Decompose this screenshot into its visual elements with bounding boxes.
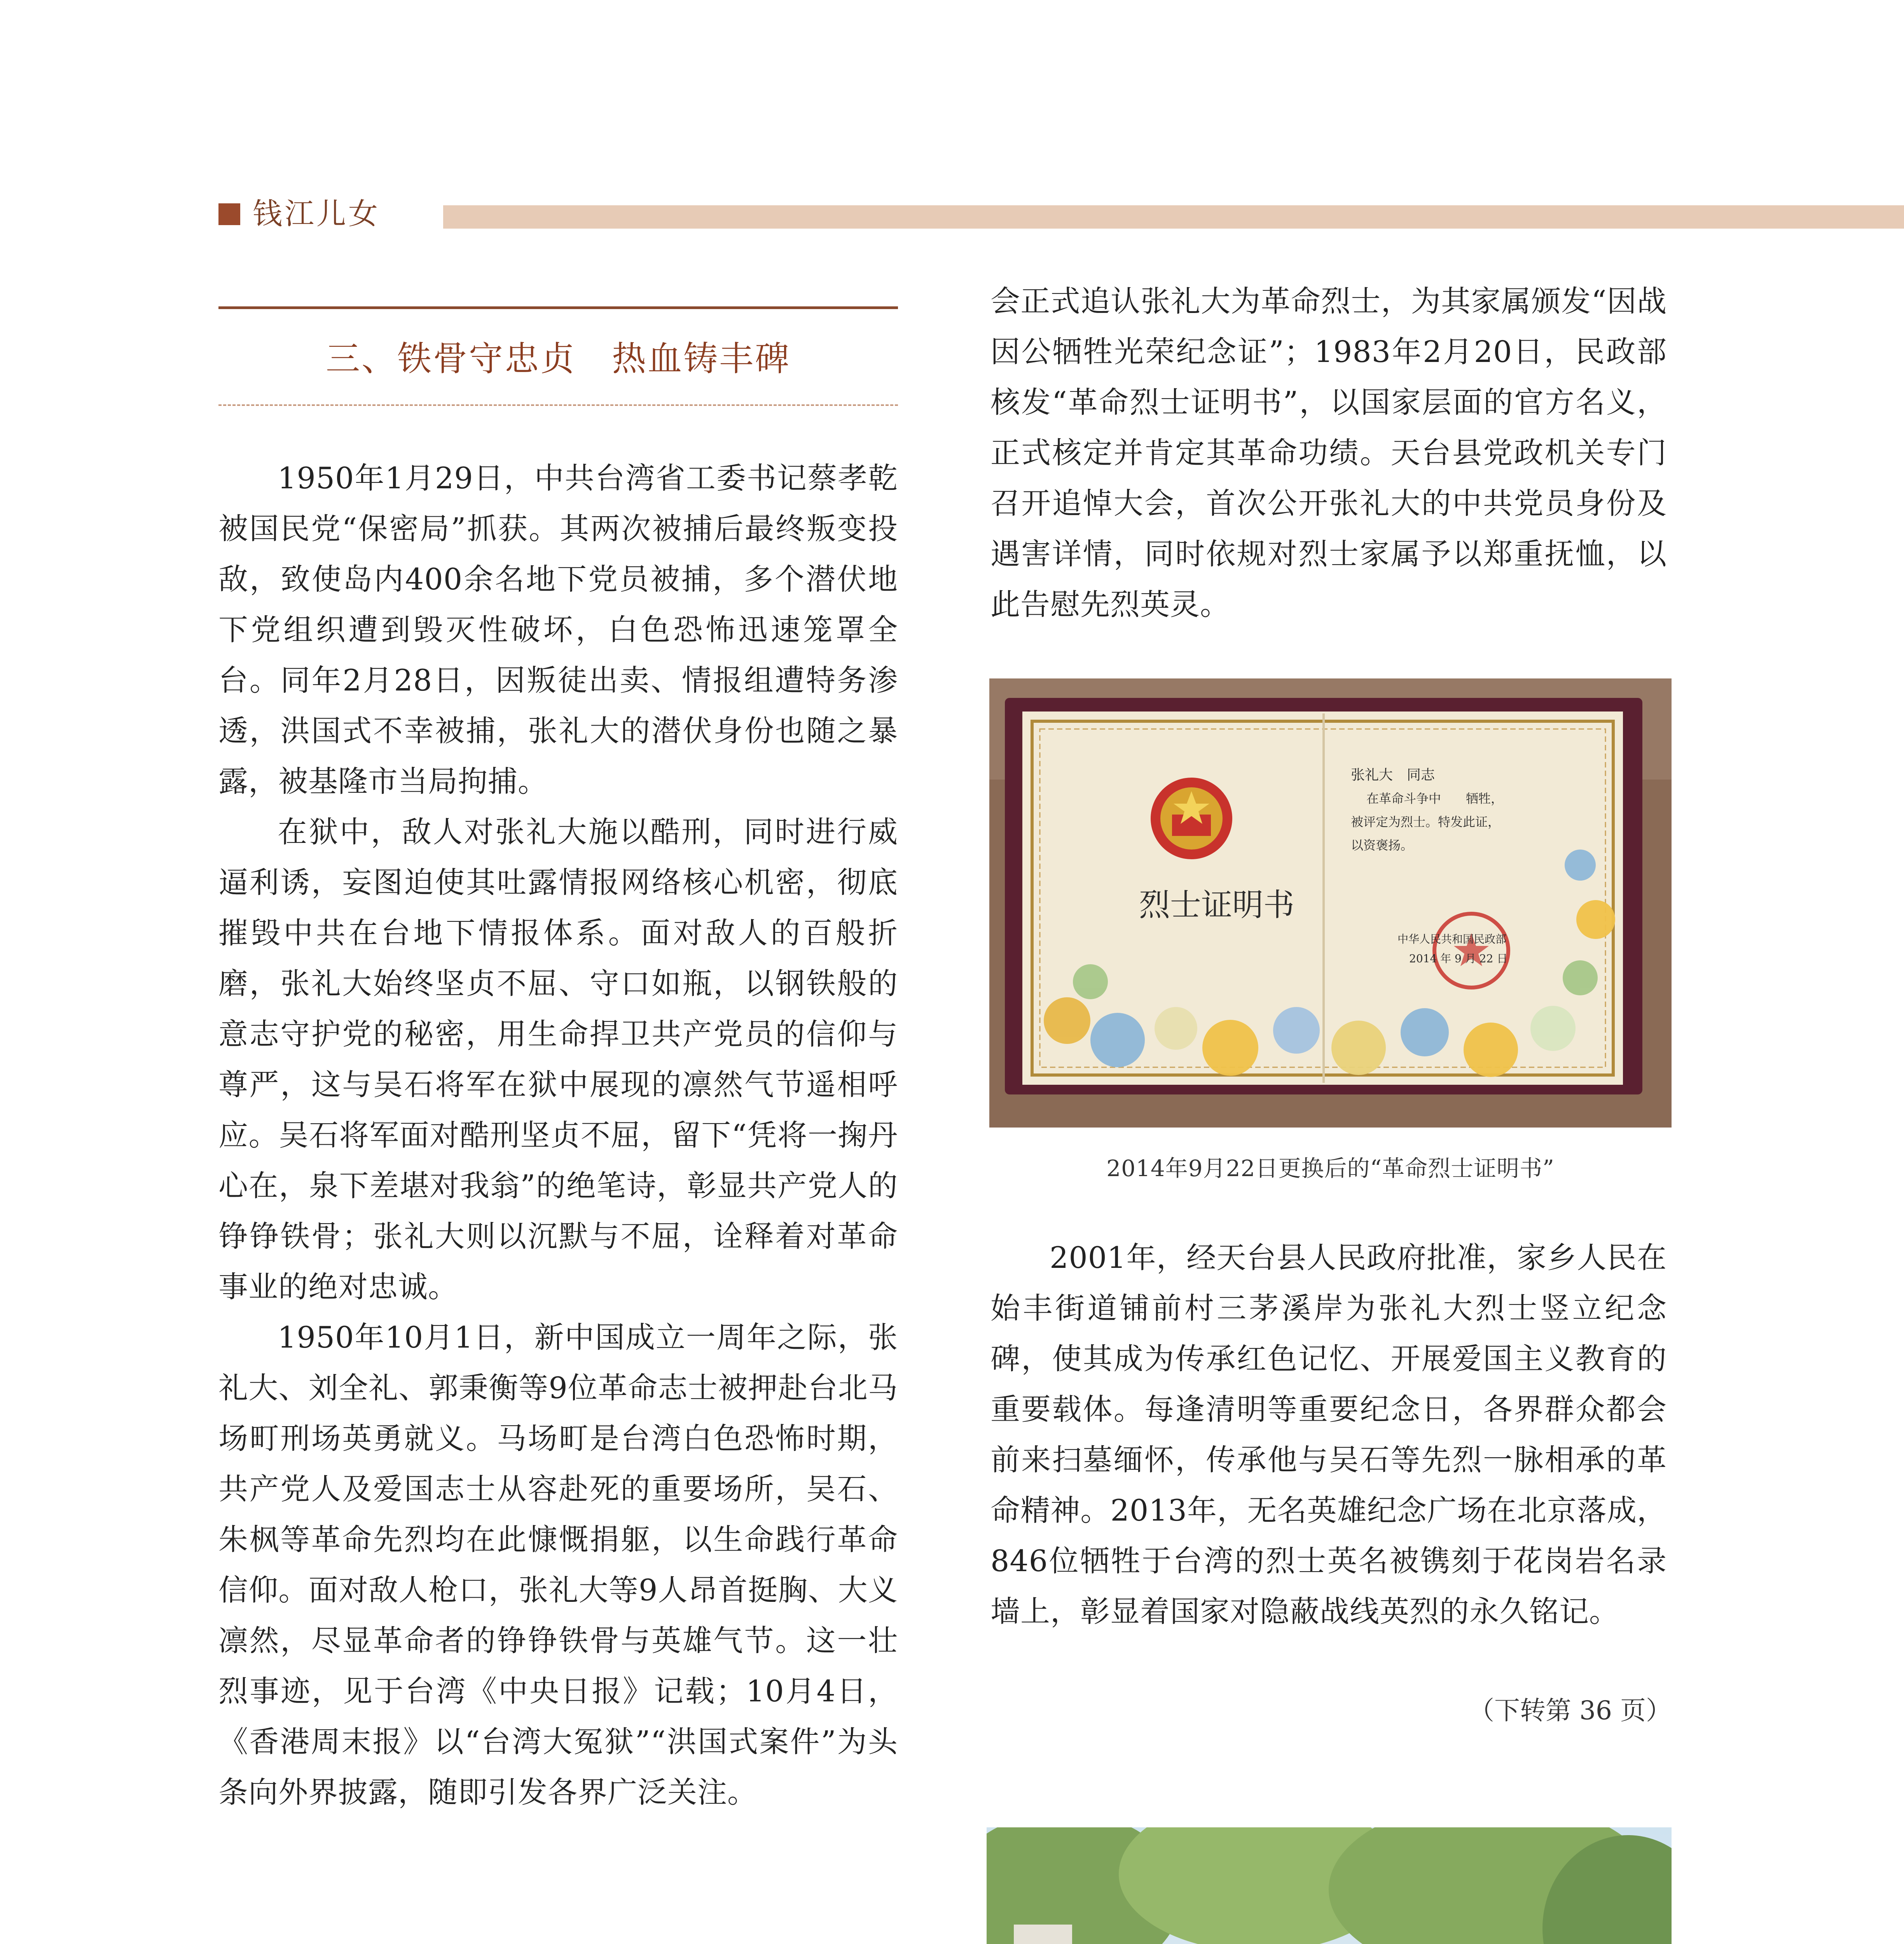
paragraph: 1950年10月1日，新中国成立一周年之际，张礼大、刘全礼、郭秉衡等9位革命志士被押赴台北马场町刑场英勇就义。马场町是台湾白色恐怖时期，共产党人及爱国志士从容赴死的重要场所，吴石、朱枫等革命先烈均在此慷慨捐躯，以生命践行革命信仰。面对敌人枪口，张礼大等9人昂首挺胸、大义凛然，尽显革命者的铮铮铁骨与英雄气节。这一壮烈事迹，见于台湾《中央日报》记载；10月4日，《香港周末报》以“台湾大冤狱”“洪国式案件”为头条向外界披露，随即引发各界广泛关注。 [218, 1320, 898, 1809]
right-column-text-mid [990, 1232, 1667, 1637]
paragraph: 在狱中，敌人对张礼大施以酷刑，同时进行威逼利诱，妄图迫使其吐露情报网络核心机密，彻底摧毁中共在台地下情报体系。面对敌人的百般折磨，张礼大始终坚贞不屈、守口如瓶，以钢铁般的意志守护党的秘密，用生命捍卫共产党员的信仰与尊严，这与吴石将军在狱中展现的凛然气节遥相呼应。吴石将军面对酷刑坚贞不屈，留下“凭将一掬丹心在，泉下差堪对我翁”的绝笔诗，彰显共产党人的铮铮铁骨；张礼大则以沉默与不屈，诠释着对革命事业的绝对忠诚。 [218, 815, 898, 1304]
header-marker [218, 203, 240, 225]
cert-line: 在革命斗争中 牺牲， [1366, 791, 1504, 806]
section-rule-top [218, 306, 898, 309]
certificate-photo [989, 678, 1672, 1128]
section-heading-3: 三、铁骨守忠贞 热血铸丰碑 [325, 339, 791, 379]
cert-line: 以资褒扬。 [1351, 838, 1413, 853]
photo-caption: 2014年9月22日更换后的“革命烈士证明书” [1106, 1155, 1555, 1182]
cert-issuer: 中华人民共和国民政部 [1397, 933, 1507, 946]
left-column-text [218, 453, 898, 1818]
header-band [443, 205, 1904, 229]
column-title: 钱江儿女 [253, 196, 380, 231]
section-rule-bottom [218, 404, 898, 407]
cert-date: 2014 年 9 月 22 日 [1409, 952, 1508, 965]
certificate-illustration [989, 678, 1672, 1128]
paragraph: 2001年，经天台县人民政府批准，家乡人民在始丰街道铺前村三茅溪岸为张礼大烈士竖立纪念碑，使其成为传承红色记忆、开展爱国主义教育的重要载体。每逢清明等重要纪念日，各界群众都会前来扫墓缅怀，传承他与吴石等先烈一脉相承的革命精神。2013年，无名英雄纪念广场在北京落成，846位牺牲于台湾的烈士英名被镌刻于花岗岩名录墙上，彰显着国家对隐蔽战线英烈的永久铭记。 [990, 1240, 1667, 1629]
continued-note: （下转第 36 页） [1469, 1696, 1672, 1725]
right-column-text-top [990, 276, 1667, 630]
memorial-illustration [987, 1827, 1672, 1944]
cert-title: 烈士证明书 [1139, 887, 1294, 923]
paragraph: 会正式追认张礼大为革命烈士，为其家属颁发“因战因公牺牲光荣纪念证”；1983年2月20日，民政部核发“革命烈士证明书”，以国家层面的官方名义，正式核定并肯定其革命功绩。天台县党政机关专门召开追悼大会，首次公开张礼大的中共党员身份及遇害详情，同时依规对烈士家属予以郑重抚恤，以此告慰先烈英灵。 [990, 284, 1667, 622]
cert-line: 被评定为烈士。特发此证， [1351, 815, 1500, 829]
paragraph: 1950年1月29日，中共台湾省工委书记蔡孝乾被国民党“保密局”抓获。其两次被捕后最终叛变投敌，致使岛内400余名地下党员被捕，多个潜伏地下党组织遭到毁灭性破坏，白色恐怖迅速笼罩全台。同年2月28日，因叛徒出卖、情报组遭特务渗透，洪国式不幸被捕，张礼大的潜伏身份也随之暴露，被基隆市当局拘捕。 [218, 461, 898, 799]
memorial-photo [987, 1827, 1672, 1944]
cert-name: 张礼大 同志 [1351, 767, 1435, 783]
